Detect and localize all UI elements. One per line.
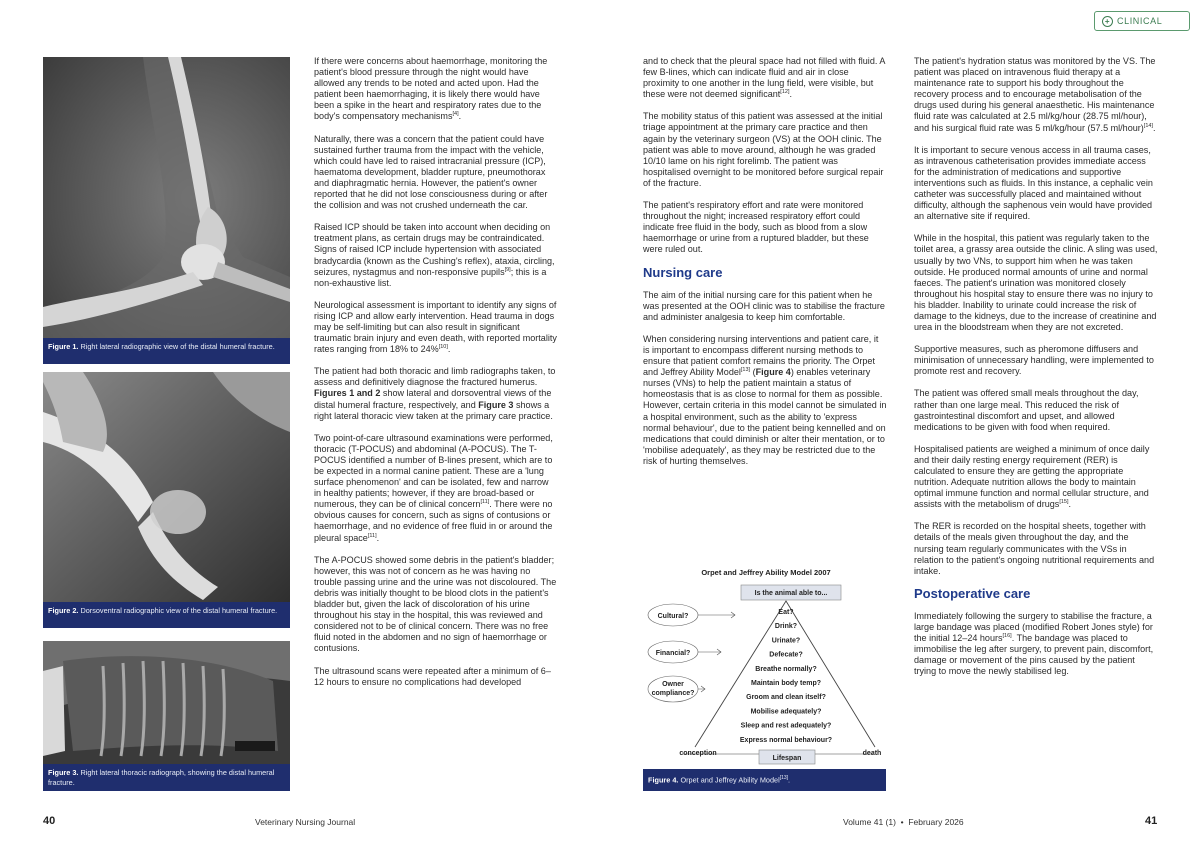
ability-item: Drink? <box>774 623 798 631</box>
paragraph: Supportive measures, such as pheromone diffusers and minimisation of unnecessary handling, were implemented to promote rest and recovery. <box>914 344 1154 377</box>
ability-item: Urinate? <box>771 637 801 645</box>
paragraph: Two point-of-care ultrasound examinations were performed, thoracic (T-POCUS) and abdominal (A-POCUS). The T-POCUS identified a number of B-lines present, which are to be expected in a normal canine patient. These are a 'lung surface phenomenon' and can be isolated, few and narrow in healthy patients; however, if they are broad-based or numerous, they can be of clinical concern[11]. There were no obvious causes for concern, such as signs of contusions or haemorrhage, and no evidence of free fluid in or around the pleural space[11]. <box>314 432 553 543</box>
figure-2 <box>43 372 290 628</box>
text-column-3 <box>914 56 1158 689</box>
paragraph: Hospitalised patients are weighed a minimum of once daily and their daily resting energy requirement (RER) is calculated to ensure they are getting the appropriate nutrition. Adequate nutrition allows the body to maintain optimal immune function and normal cellular structure, and assists with the metabolism of drugs[15]. <box>914 443 1150 510</box>
figure-3-caption: Figure 3. Right lateral thoracic radiograph, showing the distal humeral fracture. <box>43 764 290 791</box>
paragraph: The patient had both thoracic and limb radiographs taken, to assess and definitively diagnose the fractured humerus. Figures 1 and 2 show lateral and dorsoventral views of the distal humeral fracture, respectively, and Figure 3 shows a right lateral thoracic view taken at the primary care practice. <box>314 366 556 421</box>
journal-name: Veterinary Nursing Journal <box>255 817 356 827</box>
issue-info: Volume 41 (1) • February 2026 <box>843 817 964 827</box>
figure-1-radiograph <box>43 57 290 338</box>
figure-1-caption: Figure 1. Right lateral radiographic view of the distal humeral fracture. <box>43 338 290 364</box>
paragraph: Neurological assessment is important to identify any signs of rising ICP and allow early intervention. Head trauma in dogs may be self-limiting but can also result in significant traumatic brain injury and even death, with reported mortality rates ranging from 18% to 24%[10]. <box>314 299 557 355</box>
axis-end: death <box>862 750 882 757</box>
factor-label: Cultural? <box>657 613 689 620</box>
paragraph: If there were concerns about haemorrhage, monitoring the patient's blood pressure through the night would have allowed any trends to be noted and acted upon. Had the patient been haemorrhaging, it is likely there would have been a spike in the heart and respiratory rates due to the body's compensatory mechanisms[4]. <box>314 56 548 122</box>
diagram-title: Orpet and Jeffrey Ability Model 2007 <box>701 568 831 577</box>
paragraph: The mobility status of this patient was assessed at the initial triage appointment at the primary care practice and then again by the veterinary surgeon (VS) at the OOH clinic. The patient was able to move around, although he was graded 10/10 lame on his right forelimb. The patient was hospitalised overnight to be monitored before surgical repair of the fracture. <box>643 111 884 188</box>
figure-4 <box>643 565 886 791</box>
factor-oval <box>648 676 698 702</box>
ability-item: Maintain body temp? <box>751 680 821 687</box>
paragraph: While in the hospital, this patient was regularly taken to the toilet area, a grassy area outside the clinic. A sling was used, usually by two VNs, to support him when he was taken outside. He produced normal amounts of urine and normal faeces. The patient's urination was monitored closely throughout his hospital stay to ensure there was no injury to his bladder. Inability to urinate could increase the risk of damage to the kidneys, due to the increase of creatinine and urea in the bloodstream when they are not excreted. <box>914 233 1158 333</box>
ability-item: Sleep and rest adequately? <box>740 722 832 730</box>
diagram-question: Is the animal able to... <box>754 590 828 597</box>
paragraph: Raised ICP should be taken into account when deciding on treatment plans, as certain drugs may be contraindicated. Signs of raised ICP include hypertension with associated bradycardia (known as the Cushing's reflex), ataxia, circling, seizures, nystagmus and non-responsive pupils[9]; this is a non-exhaustive list. <box>314 222 555 288</box>
paragraph: Immediately following the surgery to stabilise the fracture, a large bandage was placed (modified Robert Jones style) for the initial 12–24 hours[16]. The bandage was placed to immobilise the leg after surgery, to prevent pain, discomfort, damage or movement of the pins caused by the patient trying to move the newly stabilised leg. <box>914 610 1154 677</box>
paragraph: and to check that the pleural space had not filled with fluid. A few B-lines, which can indicate fluid and air in close proximity to one another in the lung field, were visible, but these were not deemed significant[12]. <box>643 56 885 100</box>
plus-circle-icon: + <box>1102 16 1113 27</box>
text-column-2 <box>643 56 887 478</box>
ability-item: Eat? <box>778 609 794 616</box>
ability-item: Breathe normally? <box>755 665 817 673</box>
page-number-right: 41 <box>1145 815 1158 827</box>
figure-3 <box>43 641 290 791</box>
section-badge-label: CLINICAL <box>1117 16 1163 26</box>
paragraph: When considering nursing interventions and patient care, it is important to encompass different nursing methods to ensure that patient comfort remains the priority. The Orpet and Jeffrey Ability Model[13] (Figure 4) enables veterinary nurses (VNs) to help the patient maintain a status of homeostasis that is as close to normal for them as possible. However, certain criteria in this model cannot be simulated in a hospital environment, such as the ability to 'express normal behaviour', due to the patient being kennelled and on medications that could diminish or alter their mentation, or to 'mobilise adequately', as they may be restricted due to the risk of hurting themselves. <box>643 333 887 466</box>
section-heading-postoperative-care: Postoperative care <box>914 585 1031 601</box>
section-badge <box>1094 11 1190 31</box>
paragraph: The RER is recorded on the hospital sheets, together with details of the meals given throughout the day, and the nursing team regularly communicates with the VSs in relation to the patient's ongoing nutritional requirements and intake. <box>914 521 1155 576</box>
figure-2-caption: Figure 2. Dorsoventral radiographic view of the distal humeral fracture. <box>43 602 290 628</box>
figure-2-radiograph <box>43 372 290 602</box>
lifespan-label: Lifespan <box>772 755 802 762</box>
figure-3-radiograph <box>43 641 290 764</box>
figure-4-caption: Figure 4. Orpet and Jeffrey Ability Model[13]. <box>643 769 886 791</box>
ability-item: Defecate? <box>769 651 803 659</box>
factor-label: Financial? <box>655 650 691 657</box>
arrow <box>698 649 721 655</box>
paragraph: It is important to secure venous access in all trauma cases, as intravenous catheterisation provides immediate access for the administration of medications and supportive interventions such as fluids. In this instance, a cephalic vein catheter was successfully placed and maintained without difficulty, although the saphenous vein would have provided an alternative site if required. <box>914 144 1153 222</box>
axis-start: conception <box>679 750 717 757</box>
paragraph: The patient's respiratory effort and rate were monitored throughout the night; increased respiratory effort could indicate free fluid in the body, such as blood from a slow haemorrhage or urine from a ruptured bladder, but these were ruled out. <box>643 200 869 255</box>
arrow <box>698 612 735 618</box>
ability-item: Mobilise adequately? <box>750 708 822 716</box>
paragraph: The ultrasound scans were repeated after a minimum of 6–12 hours to ensure no complications had developed <box>314 665 551 687</box>
factor-label-line1: Owner <box>662 681 684 688</box>
ability-item: Groom and clean itself? <box>746 694 826 702</box>
ability-item: Express normal behaviour? <box>739 736 833 744</box>
arrow <box>698 686 705 692</box>
paragraph: The aim of the initial nursing care for this patient when he was presented at the OOH clinic was to stabilise the fracture and administer analgesia to keep him comfortable. <box>643 289 885 322</box>
text-column-1 <box>314 56 558 699</box>
figure-1 <box>43 57 290 364</box>
ability-model-diagram <box>643 565 886 765</box>
section-heading-nursing-care: Nursing care <box>643 264 723 280</box>
paragraph: Naturally, there was a concern that the patient could have sustained further trauma from the impact with the vehicle, which could have led to raised intracranial pressure (ICP), haematoma development, bladder rupture, pneumothorax and diaphragmatic hernia. However, the patient's owner reported that he did not lose consciousness during or after the collision and was not crushed underneath the car. <box>314 133 548 211</box>
paragraph: The patient was offered small meals throughout the day, rather than one large meal. This reduced the risk of gastrointestinal discomfort and upset, and allowed medications to be given with food when required. <box>914 388 1139 432</box>
page-number-left: 40 <box>43 815 56 827</box>
factor-label-line2: compliance? <box>651 690 695 697</box>
paragraph: The A-POCUS showed some debris in the patient's bladder; however, this was not of concern as he was having no trouble passing urine and the urine was not discoloured. The debris was initially thought to be blood clots in the patient's bladder but, given the lack of discoloration of his urine throughout his stay in the hospital, this was reviewed and considered not to be of clinical concern. There was no free fluid noted in the abdomen and no sign of haemorrhage or contusions. <box>314 554 557 654</box>
paragraph: The patient's hydration status was monitored by the VS. The patient was placed on intravenous fluid therapy at a maintenance rate to support his body throughout the recovery process and to encourage metabolisation of the drugs used during his general anaesthetic. His maintenance fluid rate was calculated at 2.5 ml/kg/hour (28.75 ml/hour), and his surgical fluid rate was 5 ml/kg/hour (57.5 ml/hour)[14]. <box>914 56 1156 133</box>
